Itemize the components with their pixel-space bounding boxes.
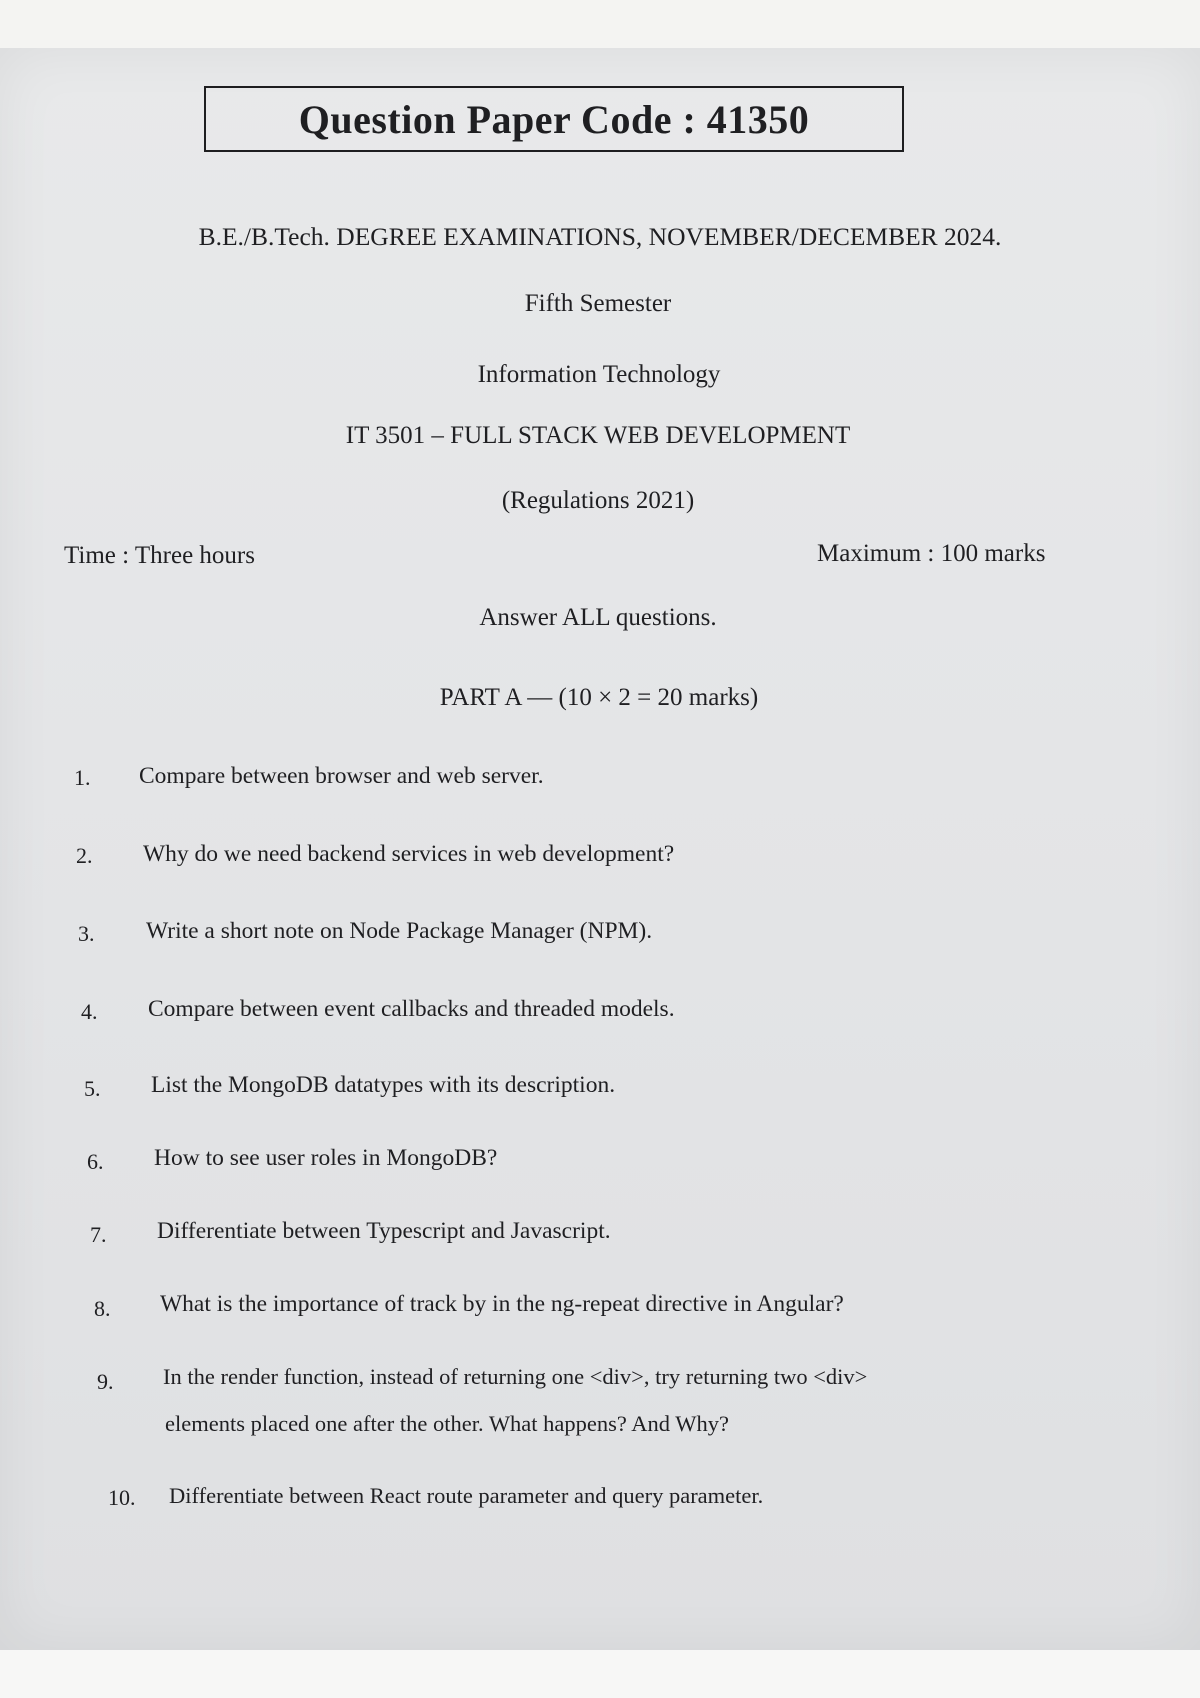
question-text: What is the importance of track by in the ng-repeat directive in Angular? bbox=[160, 1291, 844, 1317]
question-text: Compare between event callbacks and threaded models. bbox=[148, 996, 675, 1022]
instruction: Answer ALL questions. bbox=[479, 604, 717, 631]
question-text: Differentiate between Typescript and Javascript. bbox=[157, 1218, 611, 1244]
question-number: 9. bbox=[97, 1369, 114, 1394]
subject-title: IT 3501 – FULL STACK WEB DEVELOPMENT bbox=[345, 422, 851, 449]
part-a-heading: PART A — (10 × 2 = 20 marks) bbox=[439, 684, 759, 711]
question-number: 1. bbox=[74, 765, 91, 790]
question-text: Why do we need backend services in web development? bbox=[143, 841, 675, 867]
question-paper-code-box bbox=[204, 86, 904, 152]
time-allowed: Time : Three hours bbox=[64, 542, 255, 569]
question-number: 5. bbox=[84, 1076, 101, 1101]
question-text: In the render function, instead of returning one <div>, try returning two <div> bbox=[163, 1364, 868, 1389]
question-number: 7. bbox=[90, 1222, 107, 1247]
exam-title: B.E./B.Tech. DEGREE EXAMINATIONS, NOVEMBER/DECEMBER 2024. bbox=[198, 222, 1002, 251]
semester: Fifth Semester bbox=[524, 290, 672, 317]
question-number: 2. bbox=[76, 843, 93, 868]
question-text: Write a short note on Node Package Manager (NPM). bbox=[146, 918, 653, 944]
question-number: 8. bbox=[94, 1296, 111, 1321]
question-text: Differentiate between React route parameter and query parameter. bbox=[169, 1483, 764, 1508]
question-text: How to see user roles in MongoDB? bbox=[154, 1145, 498, 1171]
maximum-marks: Maximum : 100 marks bbox=[817, 540, 1046, 567]
question-number: 10. bbox=[108, 1485, 136, 1510]
regulations: (Regulations 2021) bbox=[501, 487, 695, 514]
question-text: Compare between browser and web server. bbox=[139, 763, 544, 789]
question-paper-code: Question Paper Code : 41350 bbox=[298, 96, 810, 142]
background-surface bbox=[0, 1650, 1200, 1698]
question-text: List the MongoDB datatypes with its description. bbox=[151, 1072, 616, 1098]
question-number: 4. bbox=[81, 999, 98, 1024]
question-number: 3. bbox=[78, 921, 95, 946]
question-text-continued: elements placed one after the other. What happens? And Why? bbox=[165, 1411, 729, 1436]
question-number: 6. bbox=[87, 1149, 104, 1174]
department: Information Technology bbox=[477, 361, 721, 388]
